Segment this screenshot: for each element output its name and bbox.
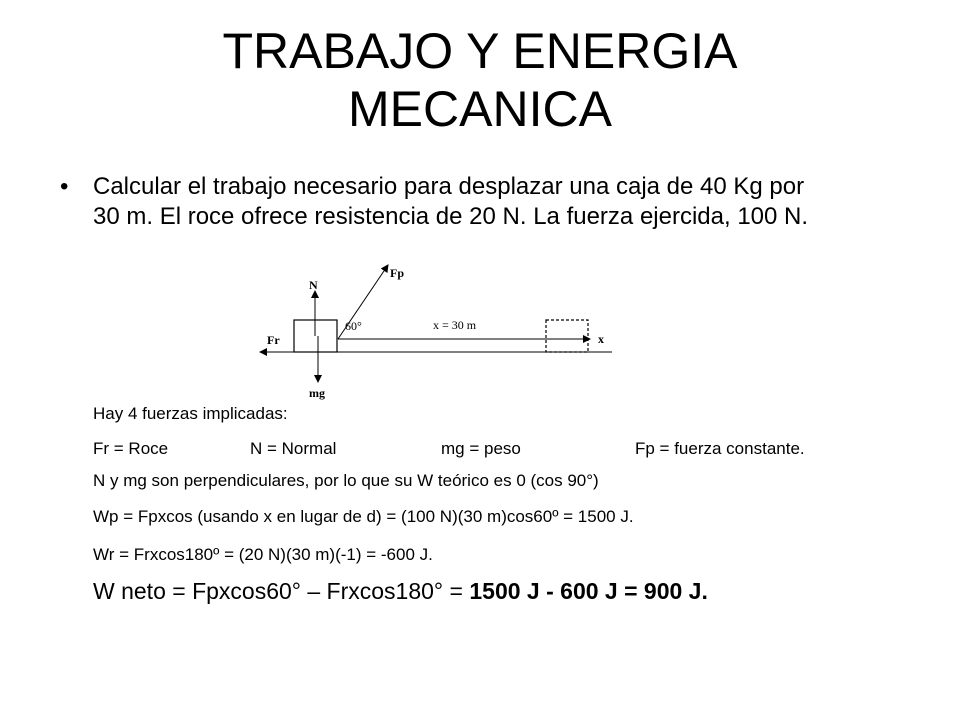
problem-statement bbox=[93, 172, 913, 232]
bullet-marker: • bbox=[60, 173, 69, 200]
destination-box bbox=[546, 320, 588, 352]
net-work-prefix: W neto = Fpxcos60° – Frxcos180° = bbox=[93, 578, 470, 604]
title-line-2: MECANICA bbox=[348, 81, 612, 137]
net-work-equation bbox=[93, 578, 708, 605]
def-mg: mg = peso bbox=[441, 439, 521, 458]
slide-title bbox=[0, 22, 960, 138]
label-x: x bbox=[598, 332, 604, 346]
def-fr: Fr = Roce bbox=[93, 439, 169, 458]
perpendicular-note: N y mg son perpendiculares, por lo que su W teórico es 0 (cos 90°) bbox=[93, 471, 599, 490]
label-angle: 60° bbox=[345, 319, 362, 333]
title-line-1: TRABAJO Y ENERGIA bbox=[222, 23, 738, 79]
label-fr: Fr bbox=[267, 333, 280, 347]
force-diagram bbox=[250, 255, 620, 403]
forces-intro: Hay 4 fuerzas implicadas: bbox=[93, 404, 288, 423]
problem-line-2: 30 m. El roce ofrece resistencia de 20 N. La fuerza ejercida, 100 N. bbox=[93, 203, 809, 230]
def-fp: Fp = fuerza constante. bbox=[635, 439, 805, 458]
label-mg: mg bbox=[309, 386, 325, 400]
net-work-result: 1500 J - 600 J = 900 J. bbox=[469, 578, 708, 604]
work-fr-equation: Wr = Frxcos180º = (20 N)(30 m)(-1) = -600 J. bbox=[93, 545, 433, 564]
problem-line-1: Calcular el trabajo necesario para desplazar una caja de 40 Kg por bbox=[93, 173, 805, 200]
work-fp-equation: Wp = Fpxcos (usando x en lugar de d) = (100 N)(30 m)cos60º = 1500 J. bbox=[93, 507, 634, 526]
label-distance: x = 30 m bbox=[433, 318, 477, 332]
label-n: N bbox=[309, 278, 318, 292]
label-fp: Fp bbox=[390, 266, 405, 280]
def-n: N = Normal bbox=[250, 439, 337, 458]
